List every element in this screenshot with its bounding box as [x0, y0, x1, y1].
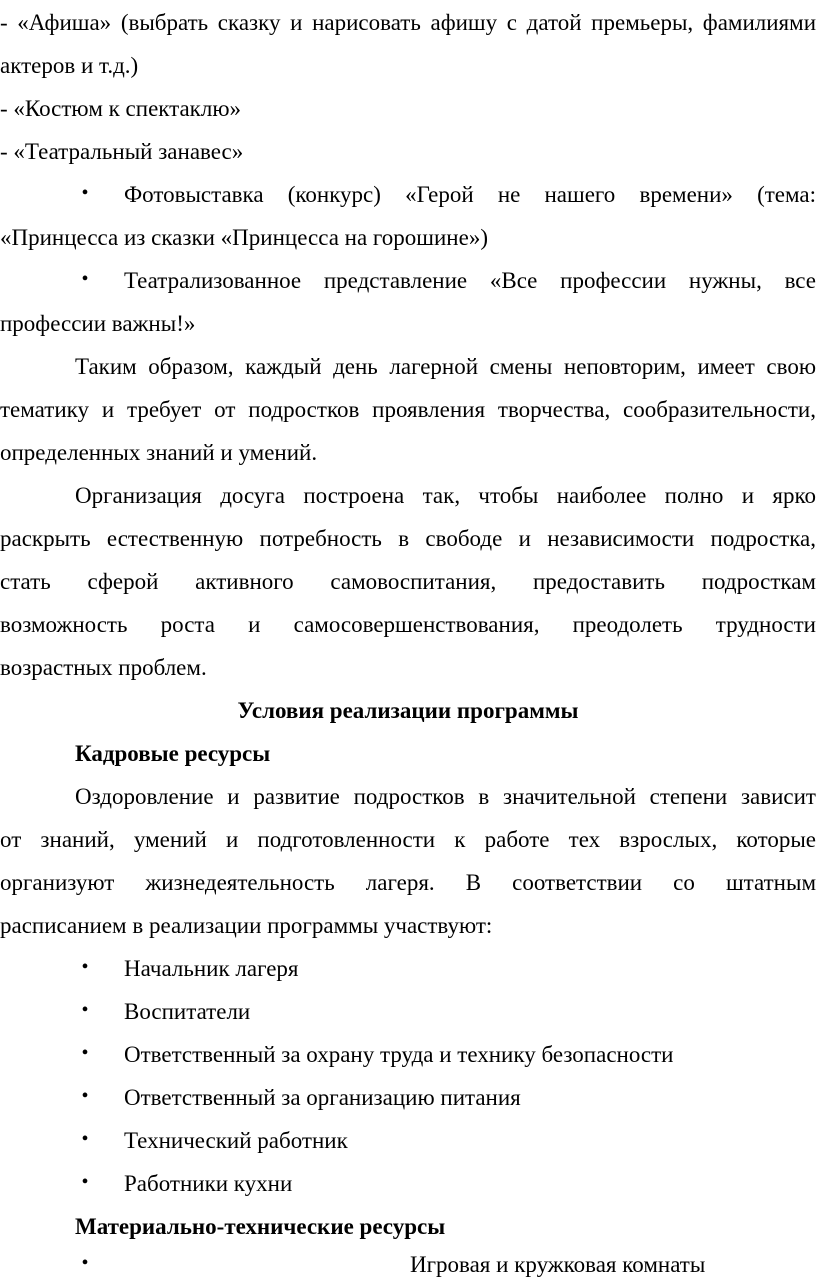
bullet-icon: •	[81, 956, 89, 978]
paragraph-2-line-2: раскрыть естественную потребность в свободе и независимости подростка,	[0, 526, 816, 551]
paragraph-1-line-3: определенных знаний и умений.	[0, 440, 318, 465]
bullet-icon: •	[81, 182, 89, 204]
paragraph-1-line-2: тематику и требует от подростков проявления творчества, сообразительности,	[0, 397, 816, 422]
bullet-photo-exhibition-cont: «Принцесса из сказки «Принцесса на горошине»)	[0, 225, 488, 250]
paragraph-2-line-3: стать сферой активного самовоспитания, предоставить подросткам	[0, 569, 816, 594]
bullet-icon: •	[81, 1042, 89, 1064]
paragraph-3-line-4: расписанием в реализации программы участвуют:	[0, 913, 493, 938]
section-heading: Условия реализации программы	[237, 698, 579, 723]
staff-item-kitchen: Работники кухни	[124, 1171, 293, 1196]
bullet-theatrical-show-cont: профессии важны!»	[0, 311, 196, 336]
paragraph-2-line-5: возрастных проблем.	[0, 655, 207, 680]
list-item-curtain: - «Театральный занавес»	[0, 139, 244, 164]
staff-item-technician: Технический работник	[124, 1128, 348, 1153]
staff-item-catering: Ответственный за организацию питания	[124, 1085, 521, 1110]
list-item-afisha-cont: актеров и т.д.)	[0, 53, 139, 78]
paragraph-3-line-3: организуют жизнедеятельность лагеря. В соответствии со штатным	[0, 870, 816, 895]
subheading-resources: Материально-технические ресурсы	[75, 1214, 446, 1239]
list-item-afisha: - «Афиша» (выбрать сказку и нарисовать афишу с датой премьеры, фамилиями	[0, 10, 816, 35]
staff-item-educators: Воспитатели	[124, 999, 251, 1024]
paragraph-1-line-1: Таким образом, каждый день лагерной смены неповторим, имеет свою	[75, 354, 816, 379]
paragraph-2-line-1: Организация досуга построена так, чтобы наиболее полно и ярко	[75, 483, 816, 508]
resource-item-rooms: Игровая и кружковая комнаты	[410, 1252, 706, 1277]
bullet-icon: •	[81, 999, 89, 1021]
paragraph-3-line-1: Оздоровление и развитие подростков в значительной степени зависит	[75, 784, 816, 809]
paragraph-3-line-2: от знаний, умений и подготовленности к работе тех взрослых, которые	[0, 827, 816, 852]
bullet-icon: •	[81, 1252, 89, 1274]
bullet-icon: •	[81, 1128, 89, 1150]
staff-item-safety: Ответственный за охрану труда и технику безопасности	[124, 1042, 674, 1067]
bullet-icon: •	[81, 1171, 89, 1193]
bullet-icon: •	[81, 268, 89, 290]
staff-item-head: Начальник лагеря	[124, 956, 299, 981]
bullet-theatrical-show: Театрализованное представление «Все профессии нужны, все	[124, 268, 816, 293]
paragraph-2-line-4: возможность роста и самосовершенствования, преодолеть трудности	[0, 612, 816, 637]
bullet-icon: •	[81, 1085, 89, 1107]
bullet-photo-exhibition: Фотовыставка (конкурс) «Герой не нашего времени» (тема:	[124, 182, 816, 207]
subheading-staff: Кадровые ресурсы	[75, 741, 271, 766]
list-item-costume: - «Костюм к спектаклю»	[0, 96, 242, 121]
